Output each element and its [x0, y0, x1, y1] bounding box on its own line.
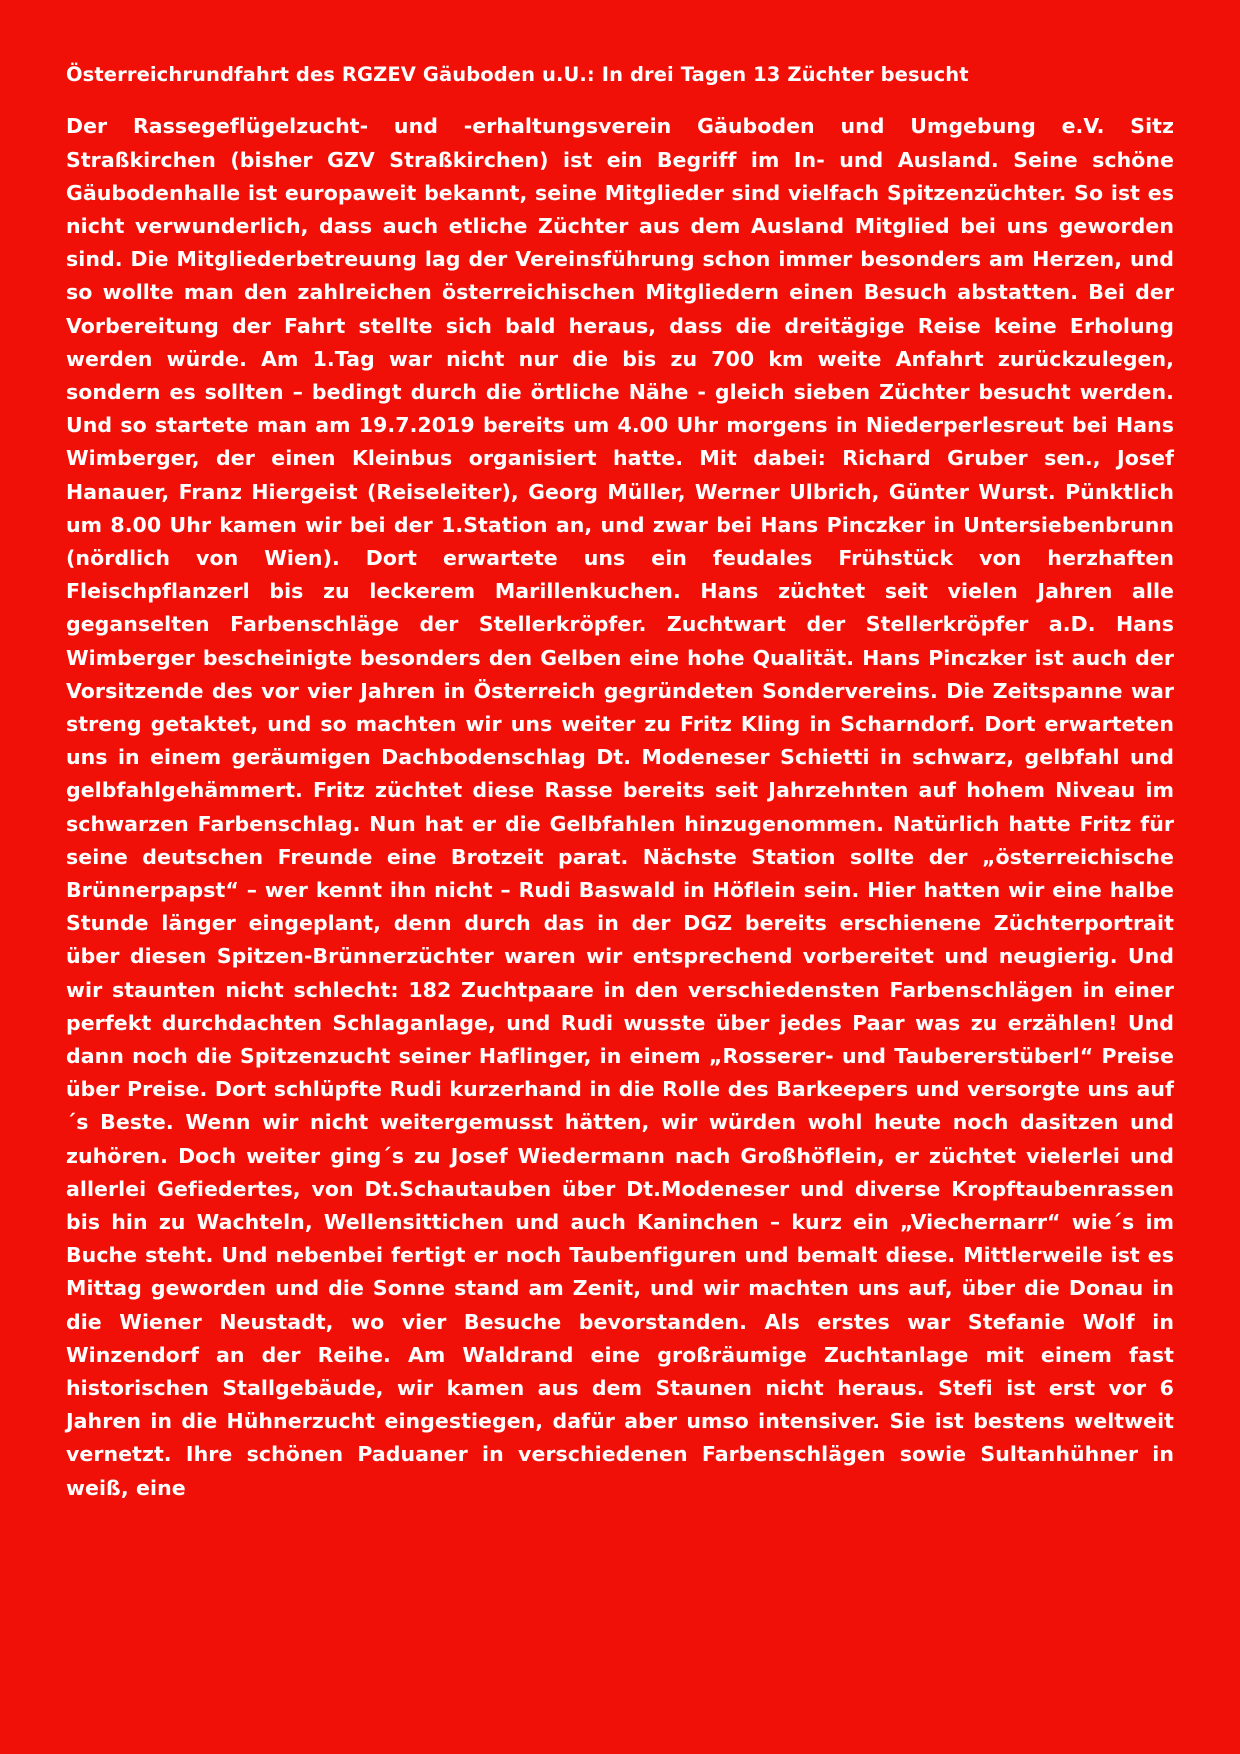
page-title: Österreichrundfahrt des RGZEV Gäuboden u.U.: In drei Tagen 13 Züchter besucht	[66, 63, 969, 86]
document-body-text: Der Rassegeflügelzucht- und -erhaltungsverein Gäuboden und Umgebung e.V. Sitz Straßkirchen (bisher GZV Straßkirchen) ist ein Begriff im In- und Ausland. Seine schöne Gäubodenhalle ist europaweit bekannt, seine Mitglieder sind vielfach Spitzenzüchter. So ist es nicht verwunderlich, dass auch etliche Züchter aus dem Ausland Mitglied bei uns geworden sind. Die Mitgliederbetreuung lag der Vereinsführung schon immer besonders am Herzen, und so wollte man den zahlreichen österreichischen Mitgliedern einen Besuch abstatten. Bei der Vorbereitung der Fahrt stellte sich bald heraus, dass die dreitägige Reise keine Erholung werden würde. Am 1.Tag war nicht nur die bis zu 700 km weite Anfahrt zurückzulegen, sondern es sollten – bedingt durch die örtliche Nähe - gleich sieben Züchter besucht werden. Und so startete man am 19.7.2019 bereits um 4.00 Uhr morgens in Niederperlesreut bei Hans Wimberger, der einen Kleinbus organisiert hatte. Mit dabei: Richard Gruber sen., Josef Hanauer, Franz Hiergeist (Reiseleiter), Georg Müller, Werner Ulbrich, Günter Wurst. Pünktlich um 8.00 Uhr kamen wir bei der 1.Station an, und zwar bei Hans Pinczker in Untersiebenbrunn (nördlich von Wien). Dort erwartete uns ein feudales Frühstück von herzhaften Fleischpflanzerl bis zu leckerem Marillenkuchen. Hans züchtet seit vielen Jahren alle geganselten Farbenschläge der Stellerkröpfer. Zuchtwart der Stellerkröpfer a.D. Hans Wimberger bescheinigte besonders den Gelben eine hohe Qualität. Hans Pinczker ist auch der Vorsitzende des vor vier Jahren in Österreich gegründeten Sondervereins. Die Zeitspanne war streng getaktet, und so machten wir uns weiter zu Fritz Kling in Scharndorf. Dort erwarteten uns in einem geräumigen Dachbodenschlag Dt. Modeneser Schietti in schwarz, gelbfahl und gelbfahlgehämmert. Fritz züchtet diese Rasse bereits seit Jahrzehnten auf hohem Niveau im schwarzen Farbenschlag. Nun hat er die Gelbfahlen hinzugenommen. Natürlich hatte Fritz für seine deutschen Freunde eine Brotzeit parat. Nächste Station sollte der „österreichische Brünnerpapst“ – wer kennt ihn nicht – Rudi Baswald in Höflein sein. Hier hatten wir eine halbe Stunde länger eingeplant, denn durch das in der DGZ bereits erschienene Züchterportrait über diesen Spitzen-Brünnerzüchter waren wir entsprechend vorbereitet und neugierig. Und wir staunten nicht schlecht: 182 Zuchtpaare in den verschiedensten Farbenschlägen in einer perfekt durchdachten Schlaganlage, und Rudi wusste über jedes Paar was zu erzählen! Und dann noch die Spitzenzucht seiner Haflinger, in einem „Rosserer- und Taubererstüberl“ Preise über Preise. Dort schlüpfte Rudi kurzerhand in die Rolle des Barkeepers und versorgte uns auf´s Beste. Wenn wir nicht weitergemusst hätten, wir würden wohl heute noch dasitzen und zuhören. Doch weiter ging´s zu Josef Wiedermann nach Großhöflein, er züchtet vielerlei und allerlei Gefiedertes, von Dt.Schautauben über Dt.Modeneser und diverse Kropftaubenrassen bis hin zu Wachteln, Wellensittichen und auch Kaninchen – kurz ein „Viechernarr“ wie´s im Buche steht. Und nebenbei fertigt er noch Taubenfiguren und bemalt diese. Mittlerweile ist es Mittag geworden und die Sonne stand am Zenit, und wir machten uns auf, über die Donau in die Wiener Neustadt, wo vier Besuche bevorstanden. Als erstes war Stefanie Wolf in Winzendorf an der Reihe. Am Waldrand eine großräumige Zuchtanlage mit einem fast historischen Stallgebäude, wir kamen aus dem Staunen nicht heraus. Stefi ist erst vor 6 Jahren in die Hühnerzucht eingestiegen, dafür aber umso intensiver. Sie ist bestens weltweit vernetzt. Ihre schönen Paduaner in verschiedenen Farbenschlägen sowie Sultanhühner in weiß, eine	[66, 114, 1174, 1500]
